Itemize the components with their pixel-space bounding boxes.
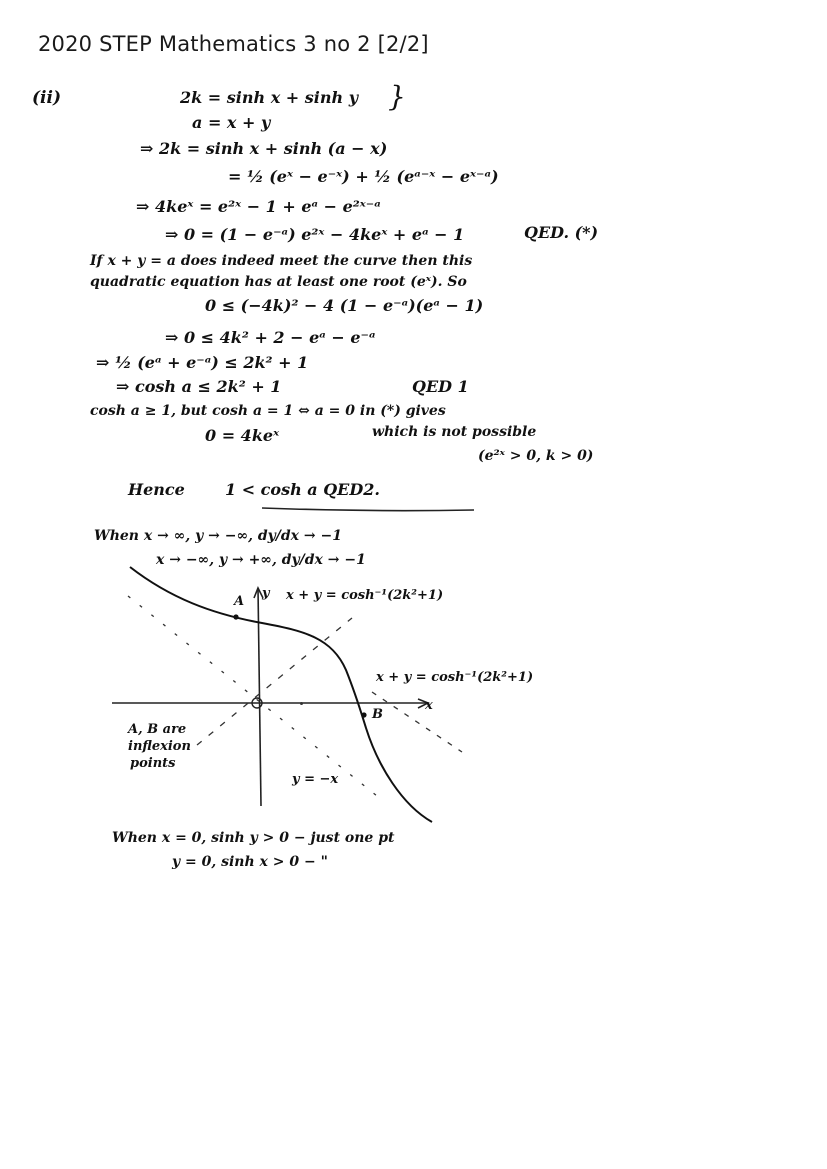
asymptote-lower [372, 692, 462, 752]
inflexion-note-3: points [130, 756, 176, 771]
label-a: A [234, 594, 245, 609]
line-13: cosh a ≥ 1, but cosh a = 1 ⇔ a = 0 in (*) gives [90, 403, 446, 419]
inflexion-note-1: A, B are [128, 722, 187, 737]
point-b-marker [361, 712, 366, 717]
line-3: ⇒ 2k = sinh x + sinh (a − x) [140, 139, 388, 158]
qed-2: 1 < cosh a QED2. [225, 480, 380, 499]
asymptote-label-right: x + y = cosh⁻¹(2k²+1) [376, 670, 534, 685]
line-6: ⇒ 0 = (1 − e⁻ᵃ) e²ˣ − 4keˣ + eᵃ − 1 [165, 225, 465, 244]
line-19: When x = 0, sinh y > 0 − just one pt [112, 830, 395, 846]
qed-star: QED. (*) [524, 223, 599, 242]
line-12: ⇒ cosh a ≤ 2k² + 1 [116, 377, 282, 396]
line-1: 2k = sinh x + sinh y [180, 88, 358, 107]
line-20: y = 0, sinh x > 0 − " [172, 854, 328, 870]
brace: } [388, 80, 406, 113]
line-17: When x → ∞, y → −∞, dy/dx → −1 [94, 528, 342, 544]
label-b: B [372, 707, 383, 722]
line-14-note: which is not possible [372, 424, 537, 440]
line-2: a = x + y [192, 113, 271, 132]
line-7: If x + y = a does indeed meet the curve then this [90, 253, 473, 269]
line-14: 0 = 4keˣ [205, 426, 280, 445]
line-18: x → −∞, y → +∞, dy/dx → −1 [156, 552, 366, 568]
line-10: ⇒ 0 ≤ 4k² + 2 − eᵃ − e⁻ᵃ [165, 328, 376, 347]
inflexion-note-2: inflexion [128, 739, 191, 754]
label-y: y [262, 586, 270, 601]
page-title: 2020 STEP Mathematics 3 no 2 [2/2] [38, 32, 429, 56]
part-label: (ii) [32, 88, 62, 108]
diagonal-y-eq-x [197, 618, 352, 745]
x-axis-tick-mark [300, 702, 303, 705]
line-15: (e²ˣ > 0, k > 0) [478, 448, 594, 464]
separator-line [262, 508, 474, 511]
line-9: 0 ≤ (−4k)² − 4 (1 − e⁻ᵃ)(eᵃ − 1) [205, 296, 484, 315]
diagonal-label: y = −x [292, 772, 339, 787]
y-axis [258, 588, 261, 806]
line-16: Hence [128, 480, 185, 499]
line-5: ⇒ 4keˣ = e²ˣ − 1 + eᵃ − e²ˣ⁻ᵃ [136, 197, 381, 216]
label-x: x [425, 698, 433, 713]
asymptote-label-top: x + y = cosh⁻¹(2k²+1) [286, 588, 444, 603]
point-a-marker [233, 614, 238, 619]
line-4: = ½ (eˣ − e⁻ˣ) + ½ (eᵃ⁻ˣ − eˣ⁻ᵃ) [228, 167, 499, 186]
qed-1: QED 1 [412, 377, 469, 396]
solution-curve [130, 567, 432, 822]
line-8: quadratic equation has at least one root (eˣ). So [90, 274, 467, 290]
line-11: ⇒ ½ (eᵃ + e⁻ᵃ) ≤ 2k² + 1 [96, 353, 309, 372]
